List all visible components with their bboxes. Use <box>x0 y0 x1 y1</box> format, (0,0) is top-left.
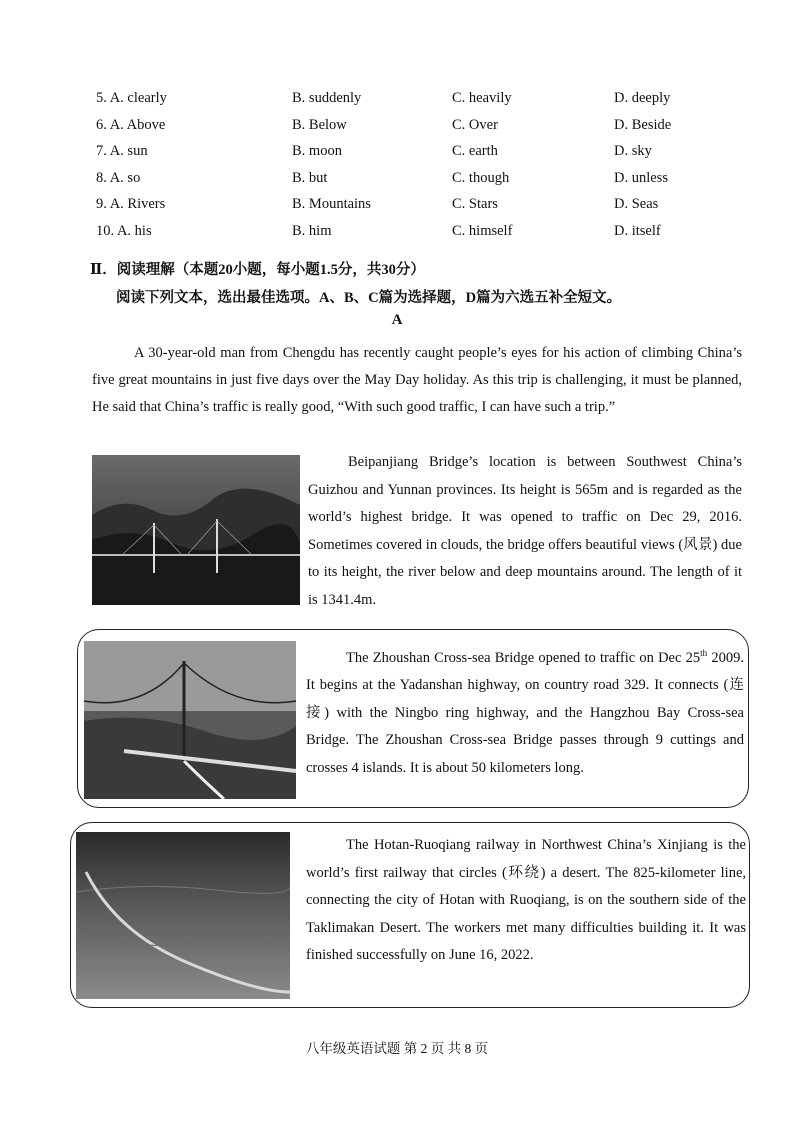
superscript: th <box>700 648 708 658</box>
text-segment: 2009. It begins at the Yadanshan highway, on country road 329. It connects (连接) with the Ningbo ring highway, and the Hangzhou Bay Cross-sea Bridge. The Zhoushan Cross-sea Bridge passes through 9 cuttings and crosses 4 islands. It is about 50 kilometers long. <box>306 649 745 776</box>
option-row <box>96 90 756 117</box>
option-b: B. but <box>292 169 328 186</box>
option-b: B. him <box>292 222 332 239</box>
option-b: B. suddenly <box>292 90 362 106</box>
option-c: C. Over <box>452 116 498 133</box>
option-c: C. Stars <box>452 196 498 212</box>
option-d: D. unless <box>614 169 668 186</box>
option-a: 9. A. Rivers <box>96 196 166 212</box>
option-row <box>96 143 756 170</box>
option-b: B. moon <box>292 143 342 159</box>
option-d: D. sky <box>614 143 652 159</box>
option-d: D. itself <box>614 222 661 239</box>
option-c: C. though <box>452 169 510 186</box>
bridge-photo <box>84 641 296 799</box>
answer-options <box>96 90 756 249</box>
option-c: C. himself <box>452 222 513 239</box>
passage-block-beipanjiang: Beipanjiang Bridge’s location is between Southwest China’s Guizhou and Yunnan provinces. Its height is 565m and is regarded as the world’s highest bridge. It was opened to traffic on Dec 29, 2016. Sometimes covered in clouds, the bridge offers beautiful views (风景) due to its height, the river below and deep mountains around. The length of it is 1341.4m. <box>308 454 742 608</box>
option-d: D. Seas <box>614 196 659 212</box>
railway-photo <box>76 832 290 999</box>
passage-block-zhoushan <box>306 640 744 782</box>
option-a: 7. A. sun <box>96 143 148 159</box>
option-row <box>96 117 756 144</box>
text-segment: The Zhoushan Cross-sea Bridge opened to traffic on Dec 25 <box>346 649 701 666</box>
option-row <box>96 196 756 223</box>
passage-block-hotan: The Hotan-Ruoqiang railway in Northwest China’s Xinjiang is the world’s first railway that circles (环绕) a desert. The 825-kilometer line, connecting the city of Hotan with Ruoqiang, is on the southern side of the Taklimakan Desert. The workers met many difficulties building it. It was finished successfully on June 16, 2022. <box>306 837 746 963</box>
option-b: B. Below <box>292 116 347 133</box>
option-a: 5. A. clearly <box>96 90 167 106</box>
option-row <box>96 223 756 250</box>
option-d: D. deeply <box>614 90 671 106</box>
option-c: C. heavily <box>452 90 512 106</box>
section-heading: Ⅱ．阅读理解（本题20小题，每小题1.5分，共30分） <box>90 262 425 278</box>
bridge-photo <box>92 455 300 605</box>
page-footer: 八年级英语试题 第 2 页 共 8 页 <box>305 1041 489 1056</box>
passage-intro: A 30-year-old man from Chengdu has recently caught people’s eyes for his action of climbing China’s five great mountains in just five days over the May Day holiday. As this trip is challenging, it must be planned, He said that China’s traffic is really good, “With such good traffic, I can have such a trip.” <box>92 345 742 415</box>
option-c: C. earth <box>452 143 498 159</box>
option-a: 6. A. Above <box>96 116 166 133</box>
option-b: B. Mountains <box>292 196 371 212</box>
option-a: 10. A. his <box>96 222 152 239</box>
option-row <box>96 170 756 197</box>
section-instruction: 阅读下列文本，选出最佳选项。A、B、C篇为选择题，D篇为六选五补全短文。 <box>116 290 622 306</box>
passage-letter: A <box>391 312 403 328</box>
option-d: D. Beside <box>614 116 672 133</box>
option-a: 8. A. so <box>96 169 141 186</box>
